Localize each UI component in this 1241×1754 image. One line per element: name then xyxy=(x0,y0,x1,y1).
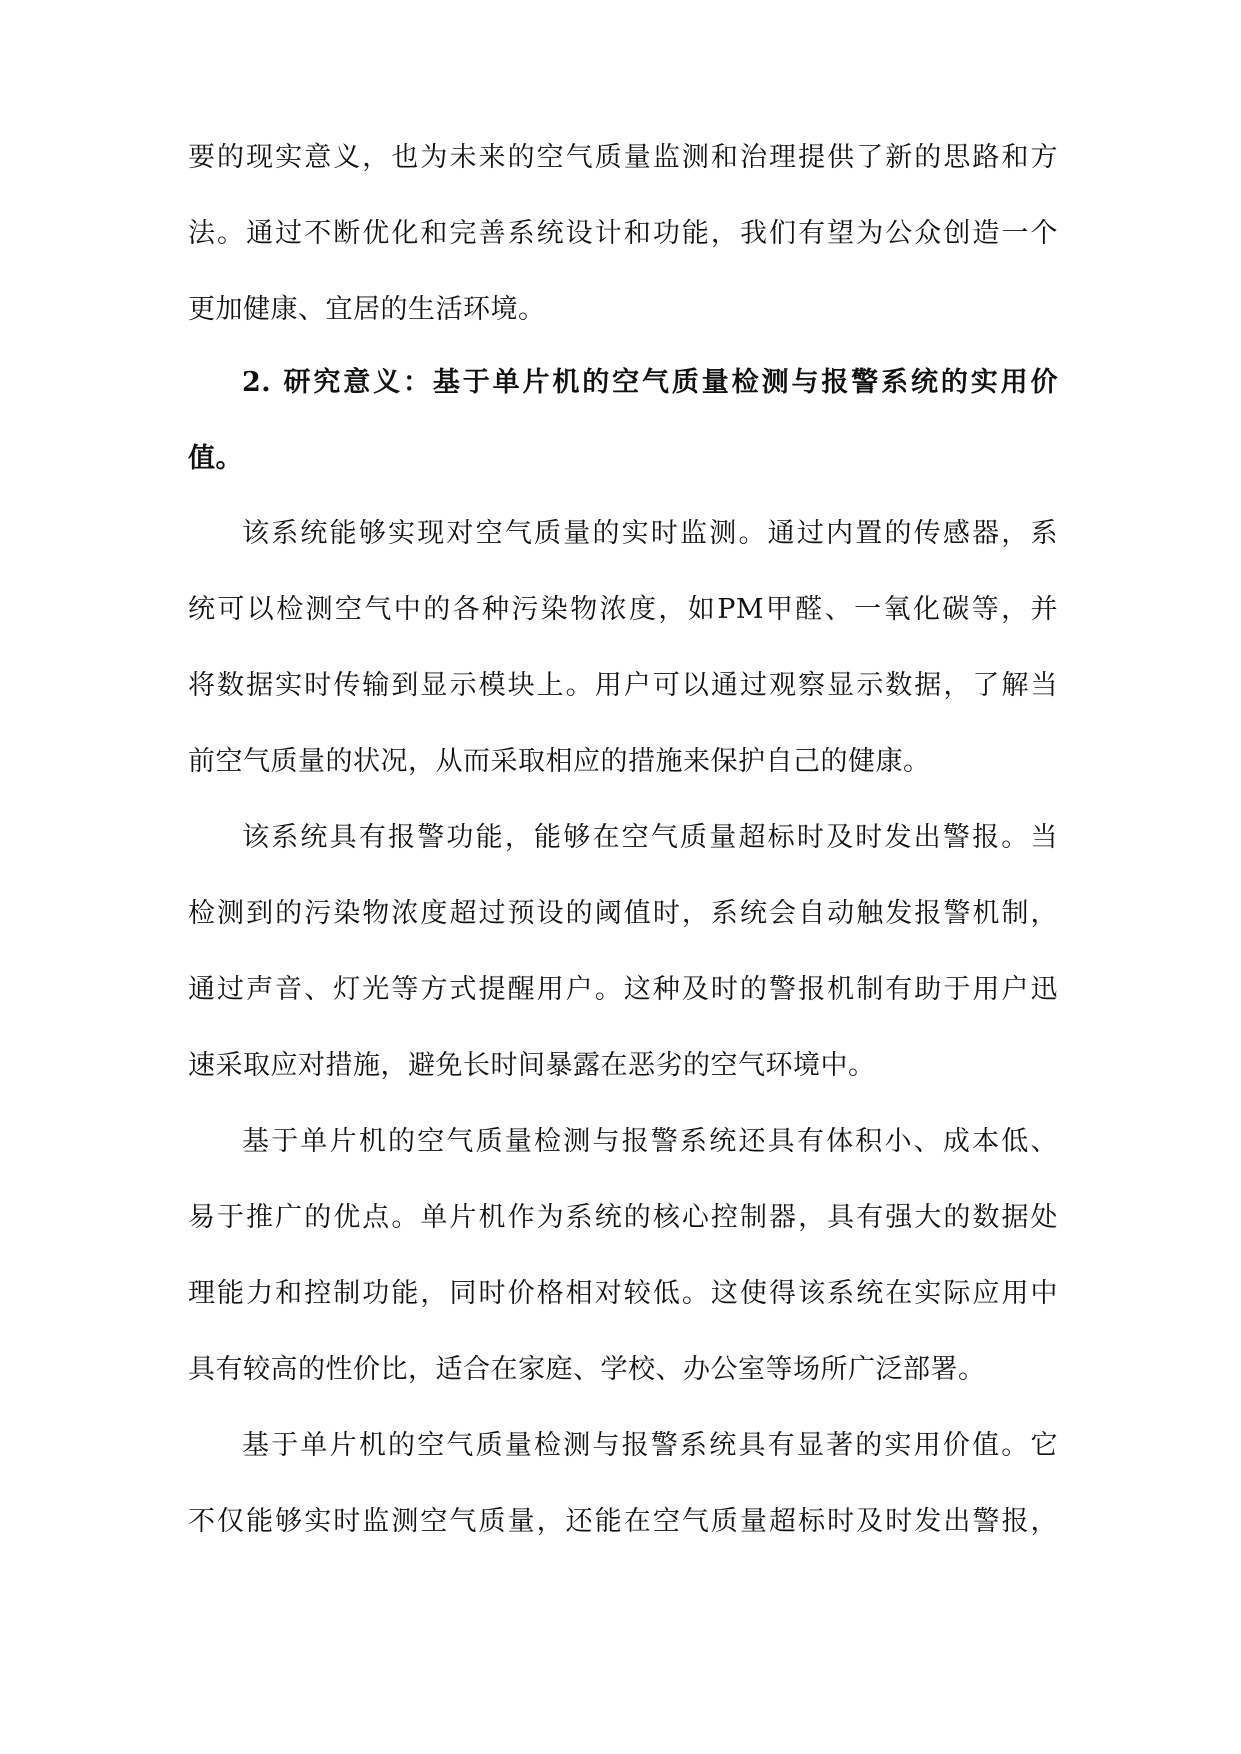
paragraph-line: 通过声音、灯光等方式提醒用户。这种及时的警报机制有助于用户迅 xyxy=(188,974,1058,1005)
section-heading xyxy=(188,345,1058,497)
paragraph-line: 前空气质量的状况，从而采取相应的措施来保护自己的健康。 xyxy=(188,746,931,777)
intro-paragraph xyxy=(188,120,1058,348)
paragraph-2 xyxy=(188,800,1058,1104)
paragraph-line: 不仅能够实时监测空气质量，还能在空气质量超标时及时发出警报， xyxy=(188,1506,1058,1537)
heading-line-1: 2. 研究意义：基于单片机的空气质量检测与报警系统的实用价 xyxy=(242,367,1058,398)
intro-line-3: 更加健康、宜居的生活环境。 xyxy=(188,294,546,325)
paragraph-4 xyxy=(188,1408,1058,1560)
paragraph-line: 速采取应对措施，避免长时间暴露在恶劣的空气环境中。 xyxy=(188,1050,876,1081)
paragraph-line: 该系统具有报警功能，能够在空气质量超标时及时发出警报。当 xyxy=(242,822,1058,853)
heading-line-2: 值。 xyxy=(188,443,243,474)
paragraph-line: 基于单片机的空气质量检测与报警系统具有显著的实用价值。它 xyxy=(242,1430,1058,1461)
paragraph-line: 理能力和控制功能，同时价格相对较低。这使得该系统在实际应用中 xyxy=(188,1278,1058,1309)
paragraph-line: 将数据实时传输到显示模块上。用户可以通过观察显示数据，了解当 xyxy=(188,670,1058,701)
paragraph-line: 基于单片机的空气质量检测与报警系统还具有体积小、成本低、 xyxy=(242,1126,1058,1157)
paragraph-line: 具有较高的性价比，适合在家庭、学校、办公室等场所广泛部署。 xyxy=(188,1354,986,1385)
paragraph-line: 统可以检测空气中的各种污染物浓度，如PM甲醛、一氧化碳等，并 xyxy=(188,594,1058,625)
intro-line-2: 法。通过不断优化和完善系统设计和功能，我们有望为公众创造一个 xyxy=(188,218,1058,249)
paragraph-line: 易于推广的优点。单片机作为系统的核心控制器，具有强大的数据处 xyxy=(188,1202,1058,1233)
paragraph-line: 该系统能够实现对空气质量的实时监测。通过内置的传感器，系 xyxy=(242,518,1058,549)
intro-line-1: 要的现实意义，也为未来的空气质量监测和治理提供了新的思路和方 xyxy=(188,142,1058,173)
paragraph-line: 检测到的污染物浓度超过预设的阈值时，系统会自动触发报警机制， xyxy=(188,898,1058,929)
paragraph-1 xyxy=(188,496,1058,800)
paragraph-3 xyxy=(188,1104,1058,1408)
